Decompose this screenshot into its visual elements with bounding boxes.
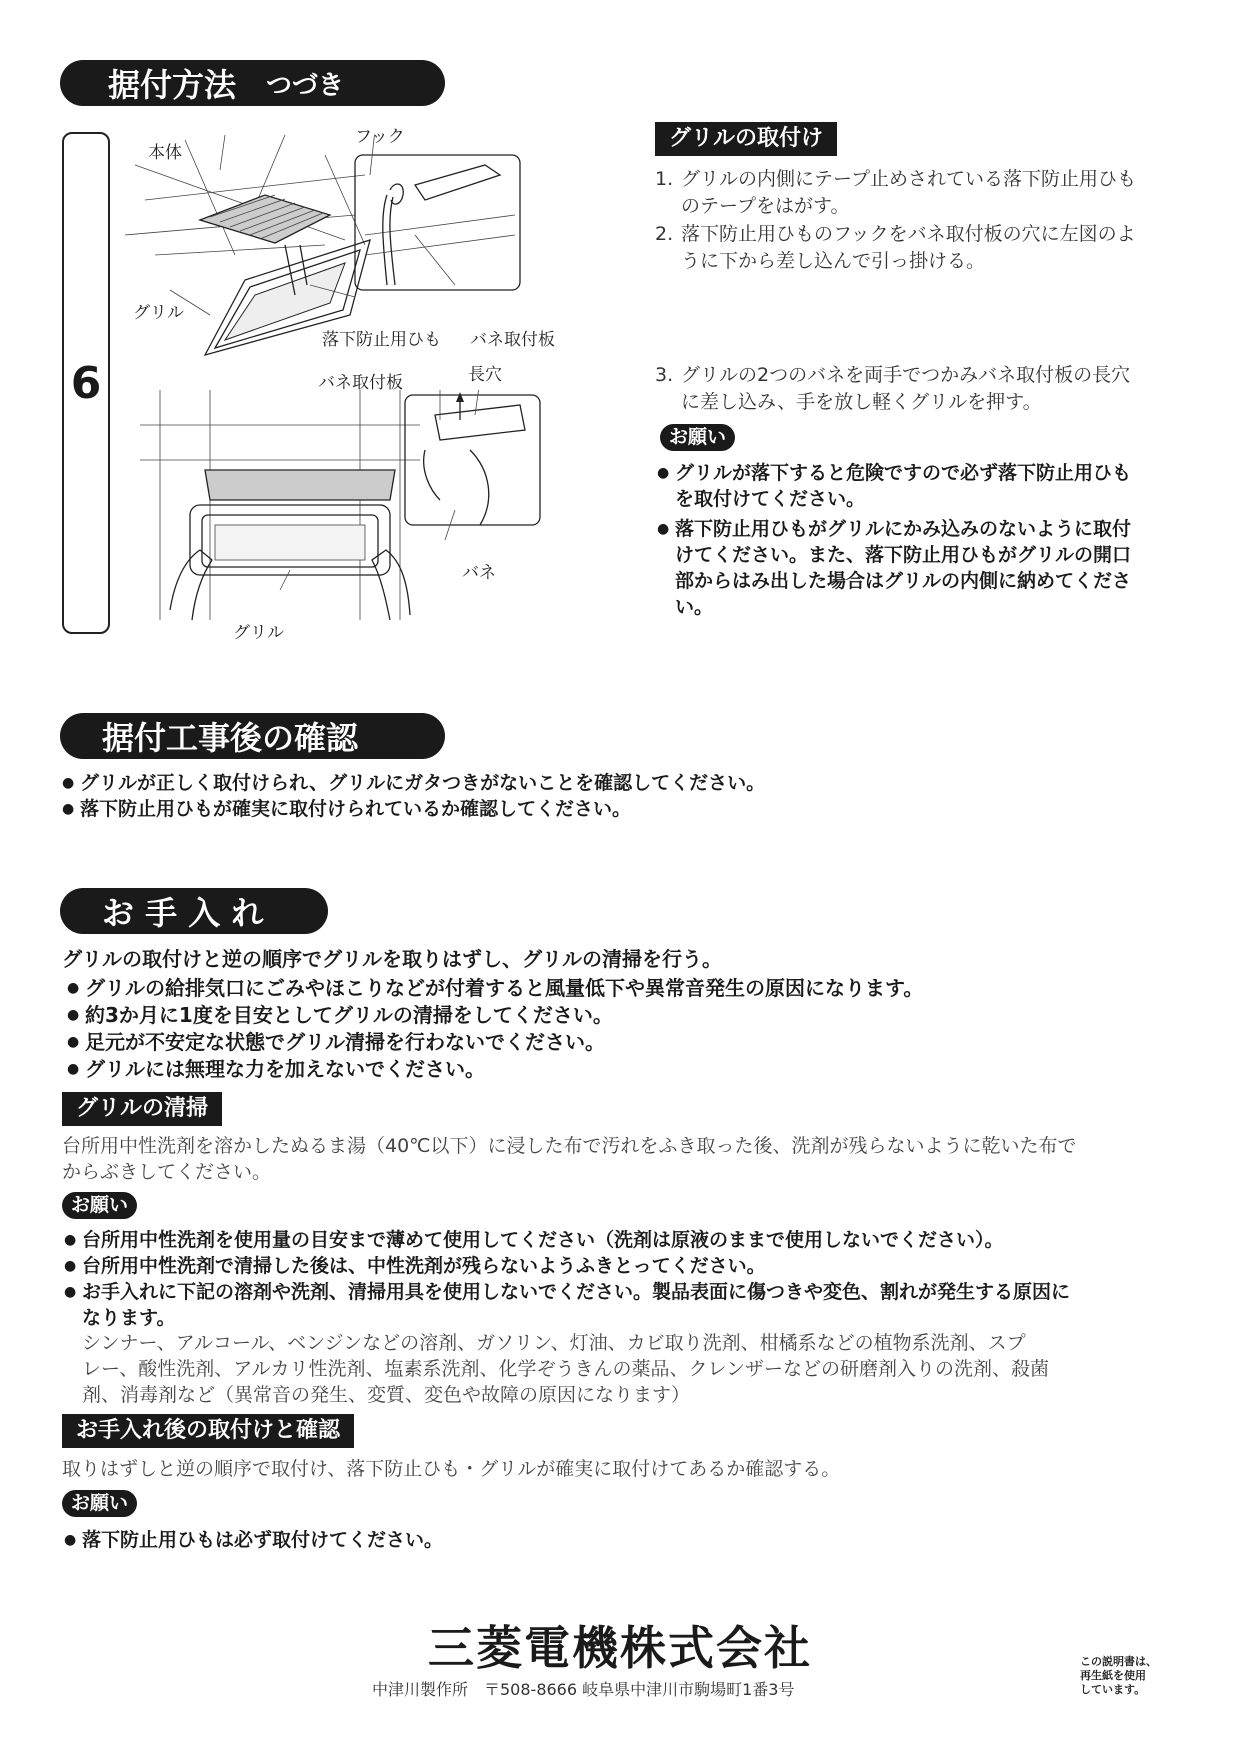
install-step-3-num: 3. [655, 364, 674, 386]
care-bullet-2: ● 約3か月に1度を目安としてグリルの清掃をしてください。 [85, 1002, 1205, 1028]
recycled-paper-note-line1: この説明書は、 [1080, 1655, 1157, 1668]
check-bullet-2: ● 落下防止用ひもが確実に取付けられているか確認してください。 [80, 796, 1180, 822]
install-step-1-line2: のテープをはがす。 [681, 195, 850, 217]
care-intro: グリルの取付けと逆の順序でグリルを取りはずし、グリルの清掃を行う。 [62, 947, 722, 971]
install-step-1-line1: グリルの内側にテープ止めされている落下防止用ひも [681, 168, 1137, 190]
after-care-request: ● 落下防止用ひもは必ず取付けてください。 [82, 1527, 1182, 1553]
recycled-paper-note [1080, 1655, 1157, 1697]
label-long-hole: 長穴 [468, 365, 502, 385]
check-bullet-1: ● グリルが正しく取付けられ、グリルにガタつきがないことを確認してください。 [80, 770, 1180, 796]
cleaning-request-3-line2: なります。 [82, 1307, 176, 1329]
solvent-list [82, 1330, 1212, 1408]
install-request-label: お願い [660, 424, 735, 451]
cleaning-request-label: お願い [62, 1192, 137, 1219]
label-spring: バネ [462, 563, 496, 583]
grille-install-heading: グリルの取付け [655, 122, 837, 156]
install-request-2-line2: けてください。また、落下防止用ひもがグリルの開口 [675, 544, 1132, 566]
section-title-install-suffix: つづき [266, 70, 345, 101]
install-step-2 [655, 221, 1195, 275]
care-bullet-3: ● 足元が不安定な状態でグリル清掃を行わないでください。 [85, 1029, 1205, 1055]
section-title-install [60, 60, 445, 106]
solvent-list-line3: 剤、消毒剤など（異常音の発生、変質、変色や故障の原因になります） [82, 1384, 691, 1406]
cleaning-text-line1: 台所用中性洗剤を溶かしたぬるま湯（40℃以下）に浸した布で汚れをふき取った後、洗剤が残らないように乾いた布で [62, 1135, 1077, 1157]
label-spring-plate-top: バネ取付板 [470, 330, 555, 350]
install-step-3-line1: グリルの2つのバネを両手でつかみバネ取付板の長穴 [681, 364, 1131, 386]
label-grille-top: グリル [133, 303, 184, 323]
after-care-text: 取りはずしと逆の順序で取付け、落下防止ひも・グリルが確実に取付けてあるか確認する。 [62, 1458, 841, 1480]
label-hook: フック [355, 127, 405, 147]
cleaning-request-3-line1: お手入れに下記の溶剤や洗剤、清掃用具を使用しないでください。製品表面に傷つきや変色、割れが発生する原因に [82, 1281, 1071, 1303]
label-body: 本体 [148, 143, 182, 163]
install-step-1 [655, 166, 1195, 220]
install-request-2 [675, 516, 1195, 620]
care-bullet-1: ● グリルの給排気口にごみやほこりなどが付着すると風量低下や異常音発生の原因になります。 [85, 975, 1205, 1001]
after-care-request-label: お願い [62, 1490, 137, 1517]
section-title-install-text: 据付方法 [108, 66, 237, 104]
install-request-1-line2: を取付けてください。 [675, 488, 866, 510]
after-care-heading: お手入れ後の取付けと確認 [62, 1414, 354, 1448]
section-title-check-text: 据付工事後の確認 [102, 719, 359, 757]
label-drop-cord: 落下防止用ひも [322, 330, 441, 350]
section-title-care-text: お 手 入 れ [102, 894, 264, 932]
install-request-1 [675, 460, 1195, 512]
install-step-2-line1: 落下防止用ひものフックをバネ取付板の穴に左図のよ [681, 223, 1136, 245]
figure-grille-springs [140, 390, 570, 625]
cleaning-heading: グリルの清掃 [62, 1092, 222, 1126]
label-spring-plate-bottom: バネ取付板 [318, 373, 403, 393]
company-address: 中津川製作所 〒508-8666 岐阜県中津川市駒場町1番3号 [372, 1680, 795, 1699]
step-number: 6 [70, 357, 102, 409]
section-title-care [60, 888, 328, 934]
cleaning-request-3 [82, 1279, 1212, 1331]
install-step-3-line2: に差し込み、手を放し軽くグリルを押す。 [681, 391, 1042, 413]
install-step-2-num: 2. [655, 223, 674, 245]
recycled-paper-note-line3: しています。 [1080, 1683, 1146, 1696]
install-request-2-line4: い。 [675, 596, 714, 618]
section-title-check [60, 713, 445, 759]
install-step-2-line2: うに下から差し込んで引っ掛ける。 [681, 250, 986, 272]
install-step-1-num: 1. [655, 168, 674, 190]
install-request-2-line3: 部からはみ出した場合はグリルの内側に納めてくださ [675, 570, 1132, 592]
cleaning-request-1: ● 台所用中性洗剤を使用量の目安まで薄めて使用してください（洗剤は原液のままで使用しないでください）。 [82, 1227, 1202, 1253]
step-number-box [62, 132, 110, 634]
care-bullet-4: ● グリルには無理な力を加えないでください。 [85, 1056, 1205, 1082]
install-request-1-line1: グリルが落下すると危険ですので必ず落下防止用ひも [675, 462, 1132, 484]
cleaning-text-line2: からぶきしてください。 [62, 1161, 272, 1183]
recycled-paper-note-line2: 再生紙を使用 [1080, 1669, 1146, 1682]
install-step-3 [655, 362, 1195, 416]
cleaning-request-2: ● 台所用中性洗剤で清掃した後は、中性洗剤が残らないようふきとってください。 [82, 1253, 1202, 1279]
company-name: 三菱電機株式会社 [428, 1621, 812, 1675]
label-grille-bottom: グリル [233, 623, 284, 643]
solvent-list-line1: シンナー、アルコール、ベンジンなどの溶剤、ガソリン、灯油、カビ取り洗剤、柑橘系などの植物系洗剤、スプ [82, 1332, 1026, 1354]
install-request-2-line1: 落下防止用ひもがグリルにかみ込みのないように取付 [675, 518, 1132, 540]
solvent-list-line2: レー、酸性洗剤、アルカリ性洗剤、塩素系洗剤、化学ぞうきんの薬品、クレンザーなどの研磨剤入りの洗剤、殺菌 [82, 1358, 1050, 1380]
